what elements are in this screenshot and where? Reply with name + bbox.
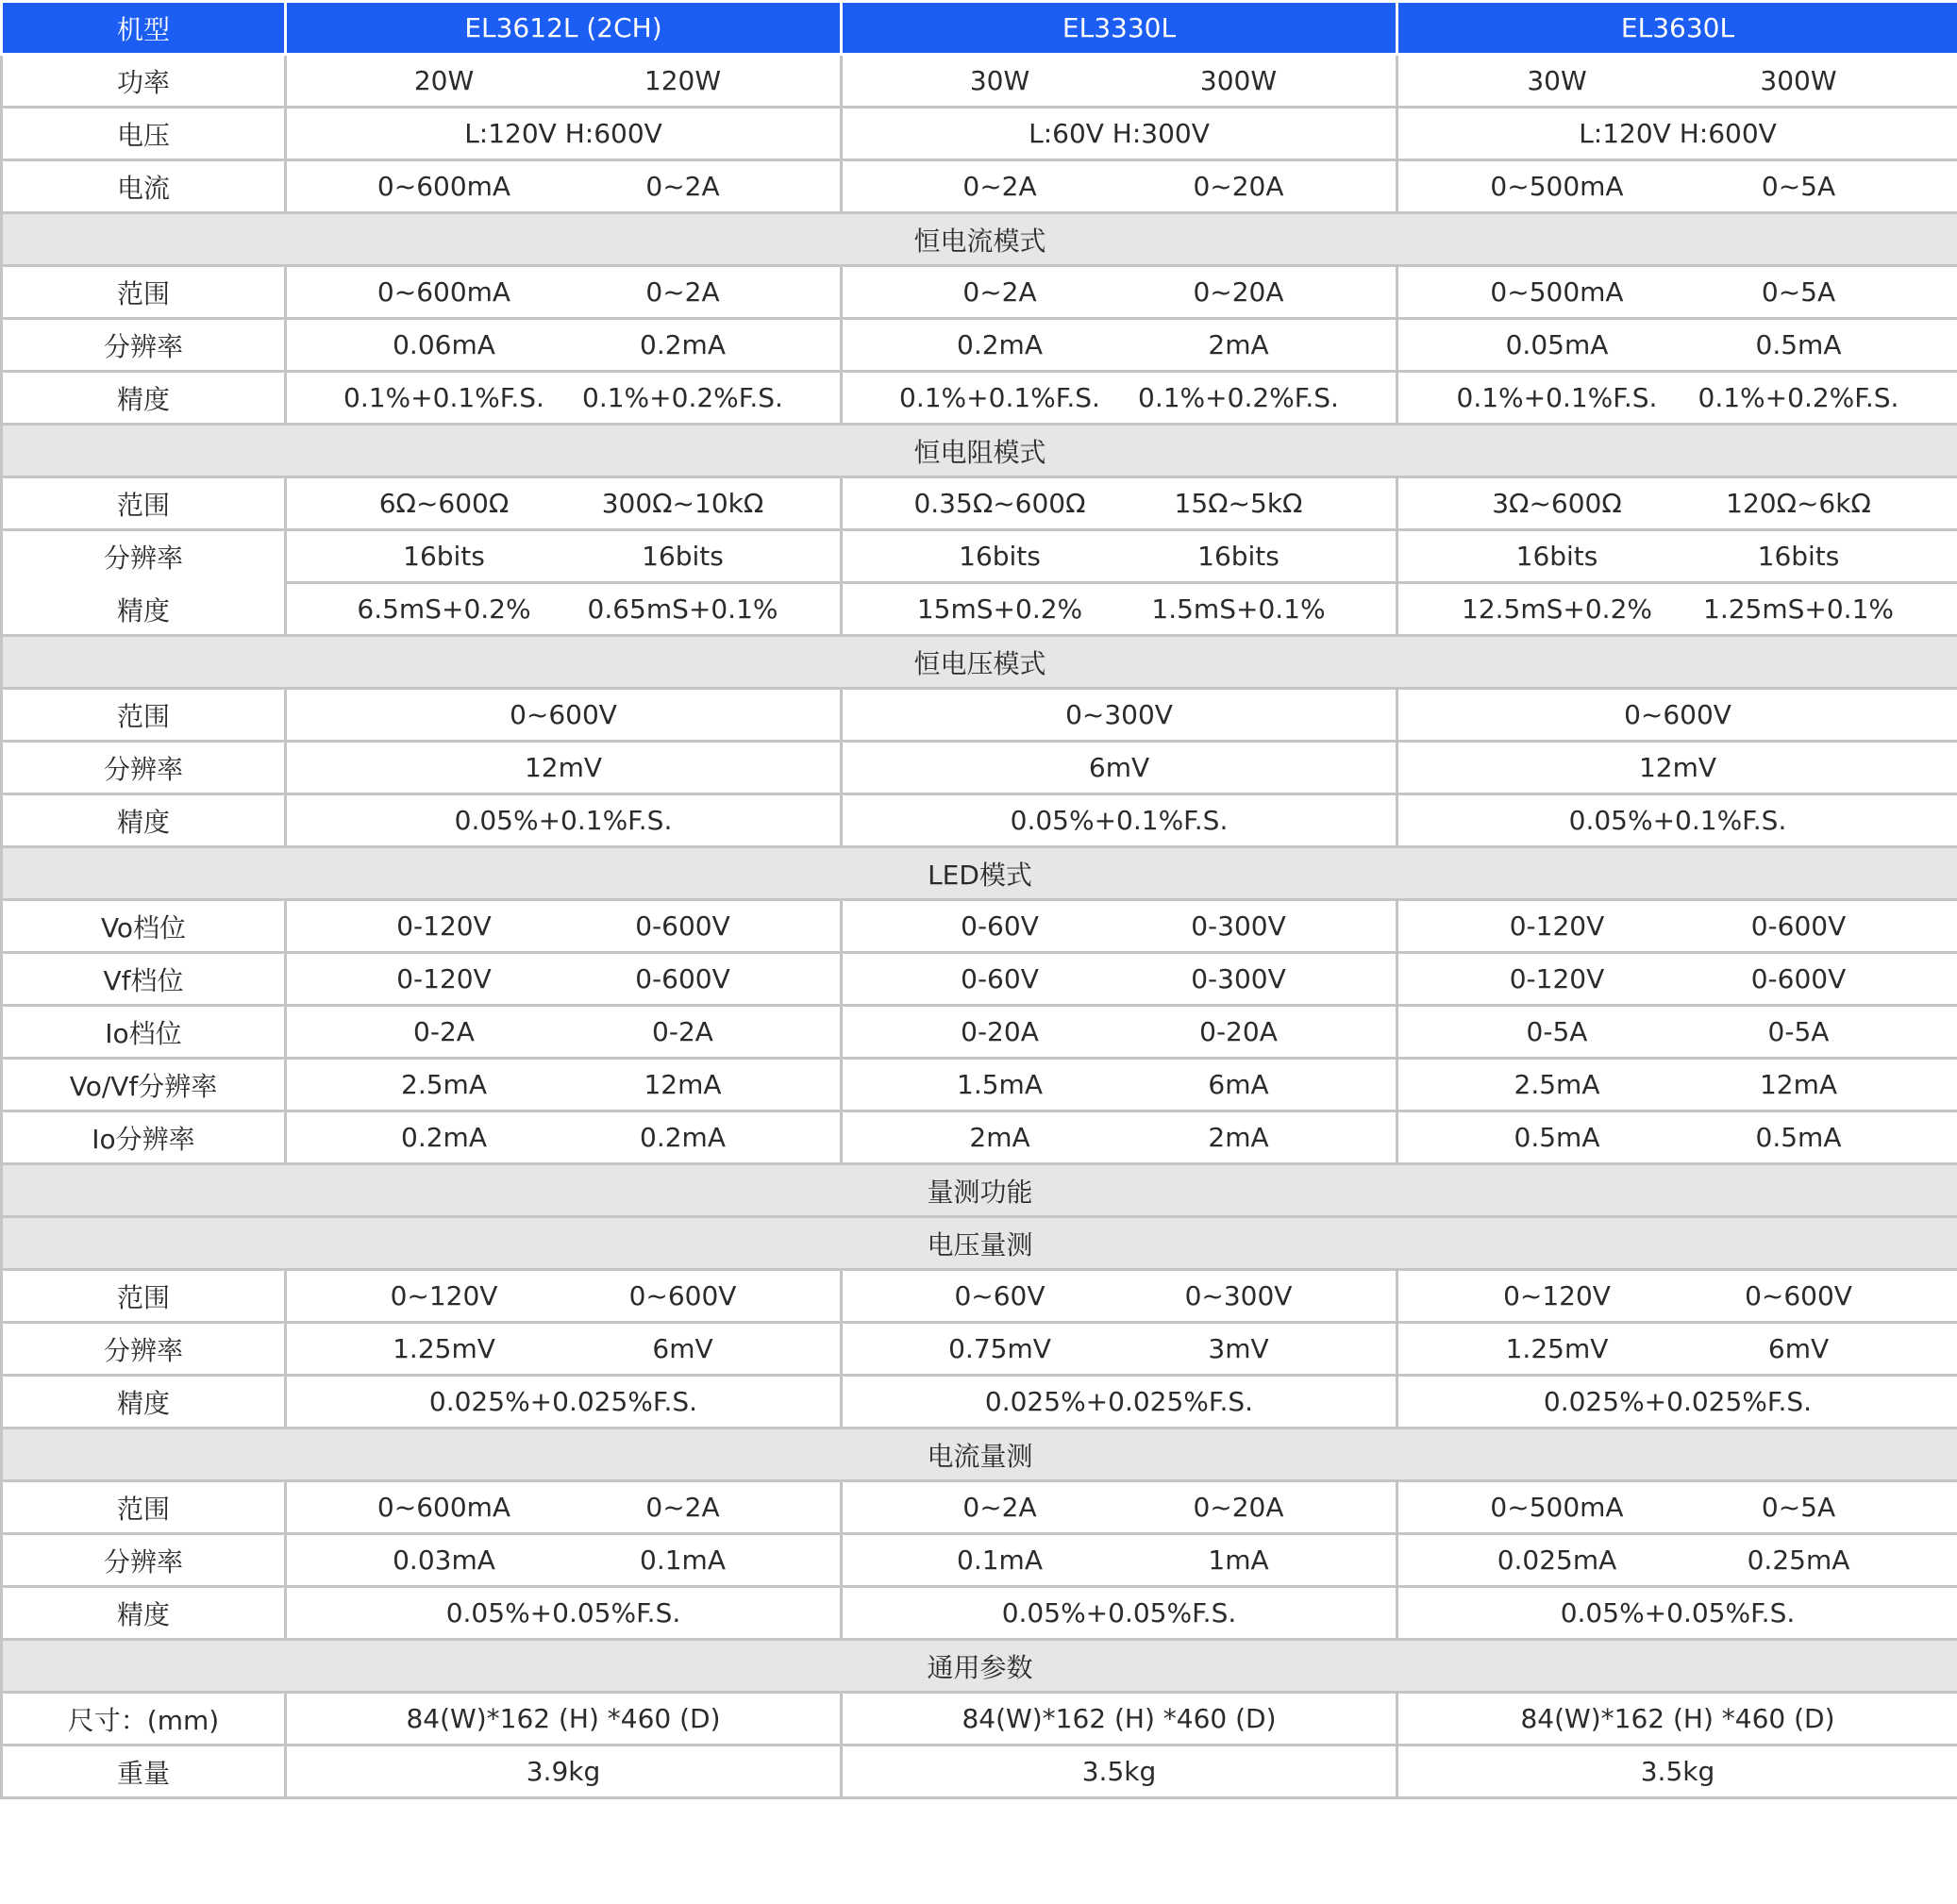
spec-value-high-range: 300W [1760, 65, 1837, 96]
section-title: 恒电流模式 [2, 213, 1957, 266]
spec-value: L:60V H:300V [842, 108, 1397, 160]
row-label: 精度 [2, 583, 286, 636]
spec-value-high-range: 0~2A [645, 1492, 720, 1523]
section-row [2, 1640, 1957, 1693]
spec-value: 3.5kg [842, 1745, 1397, 1798]
spec-value: 84(W)*162 (H) *460 (D) [286, 1693, 842, 1745]
spec-value-pair [286, 1481, 842, 1534]
header-model-label: 机型 [2, 2, 286, 55]
spec-value-low-range: 12.5mS+0.2% [1462, 593, 1652, 625]
spec-value-low-range: 0.06mA [393, 329, 495, 360]
row-label: 分辨率 [2, 319, 286, 372]
spec-value-low-range: 2.5mA [401, 1069, 487, 1100]
spec-value-pair [842, 55, 1397, 108]
spec-value-low-range: 0.75mV [948, 1333, 1051, 1364]
spec-value: 6mV [842, 742, 1397, 794]
spec-row [2, 689, 1957, 742]
spec-value-high-range: 1.25mS+0.1% [1703, 593, 1894, 625]
spec-value-pair [1397, 1323, 1957, 1376]
spec-value-low-range: 0~120V [390, 1280, 498, 1311]
spec-value-high-range: 1.5mS+0.1% [1151, 593, 1326, 625]
spec-value-pair [842, 530, 1397, 583]
header-model-3: EL3630L [1397, 2, 1957, 55]
row-label: Io分辨率 [2, 1111, 286, 1164]
spec-value-low-range: 6.5mS+0.2% [357, 593, 531, 625]
spec-value-high-range: 0.2mA [640, 1122, 726, 1153]
spec-value-pair [1397, 1111, 1957, 1164]
row-label: 电流 [2, 160, 286, 213]
spec-value-low-range: 16bits [1515, 541, 1598, 572]
spec-row [2, 1323, 1957, 1376]
spec-value-low-range: 0-2A [413, 1016, 475, 1047]
spec-value-low-range: 0.1%+0.1%F.S. [343, 382, 544, 413]
spec-value-pair [842, 1059, 1397, 1111]
spec-value-pair [1397, 160, 1957, 213]
spec-value-low-range: 2mA [969, 1122, 1030, 1153]
row-label: 范围 [2, 1481, 286, 1534]
spec-value-high-range: 2mA [1208, 329, 1269, 360]
spec-value-low-range: 0.1%+0.1%F.S. [899, 382, 1100, 413]
spec-row [2, 55, 1957, 108]
spec-row [2, 1111, 1957, 1164]
section-title: 电压量测 [2, 1217, 1957, 1270]
spec-value-high-range: 0~5A [1761, 171, 1836, 202]
row-label: Vo/Vf分辨率 [2, 1059, 286, 1111]
row-label: 尺寸：(mm) [2, 1693, 286, 1745]
spec-value-low-range: 16bits [959, 541, 1041, 572]
row-label: 电压 [2, 108, 286, 160]
spec-value-low-range: 0~120V [1503, 1280, 1611, 1311]
spec-value-pair [842, 1323, 1397, 1376]
spec-value-pair [842, 953, 1397, 1006]
section-row [2, 1217, 1957, 1270]
header-model-2: EL3330L [842, 2, 1397, 55]
row-label: 重量 [2, 1745, 286, 1798]
spec-row [2, 1059, 1957, 1111]
row-label: 分辨率 [2, 1323, 286, 1376]
spec-value-high-range: 0.25mA [1747, 1545, 1850, 1576]
section-title: 恒电阻模式 [2, 425, 1957, 477]
spec-value-low-range: 0~2A [962, 171, 1037, 202]
spec-value-high-range: 0.2mA [640, 329, 726, 360]
spec-value-pair [286, 266, 842, 319]
spec-row [2, 160, 1957, 213]
spec-value-high-range: 0.1%+0.2%F.S. [1138, 382, 1339, 413]
spec-value-low-range: 0-120V [1509, 910, 1605, 942]
spec-row [2, 372, 1957, 425]
spec-value: 0.05%+0.1%F.S. [286, 794, 842, 847]
spec-value-high-range: 3mV [1208, 1333, 1269, 1364]
spec-value-high-range: 0.1mA [640, 1545, 726, 1576]
spec-value-low-range: 1.5mA [957, 1069, 1043, 1100]
spec-value: 84(W)*162 (H) *460 (D) [1397, 1693, 1957, 1745]
spec-value-pair [1397, 1006, 1957, 1059]
spec-value-low-range: 0~600mA [376, 1492, 511, 1523]
spec-value-low-range: 3Ω~600Ω [1492, 488, 1622, 519]
section-row [2, 847, 1957, 900]
spec-value-high-range: 120Ω~6kΩ [1726, 488, 1871, 519]
row-label: Vf档位 [2, 953, 286, 1006]
spec-value-low-range: 0~600mA [376, 276, 511, 308]
spec-row [2, 266, 1957, 319]
spec-value-low-range: 0~500mA [1490, 1492, 1624, 1523]
spec-value-pair [1397, 900, 1957, 953]
section-row [2, 425, 1957, 477]
spec-value-pair [286, 1111, 842, 1164]
row-label: 范围 [2, 1270, 286, 1323]
spec-value-high-range: 120W [644, 65, 722, 96]
spec-row [2, 953, 1957, 1006]
spec-value-pair [1397, 266, 1957, 319]
spec-value-low-range: 0.2mA [957, 329, 1043, 360]
spec-value-low-range: 1.25mV [1505, 1333, 1609, 1364]
spec-value-low-range: 0.35Ω~600Ω [913, 488, 1086, 519]
spec-row [2, 1693, 1957, 1745]
spec-value-pair [1397, 530, 1957, 583]
spec-row [2, 1270, 1957, 1323]
spec-value-low-range: 0.5mA [1514, 1122, 1600, 1153]
spec-value-high-range: 0-600V [635, 963, 730, 994]
spec-value-high-range: 0-2A [652, 1016, 713, 1047]
section-title: 电流量测 [2, 1428, 1957, 1481]
spec-value-pair [842, 160, 1397, 213]
spec-value-pair [842, 266, 1397, 319]
spec-row [2, 900, 1957, 953]
section-title: 量测功能 [2, 1164, 1957, 1217]
spec-value-pair [286, 1323, 842, 1376]
spec-value-low-range: 0~2A [962, 276, 1037, 308]
spec-value-pair [286, 1006, 842, 1059]
spec-value-low-range: 0-60V [961, 963, 1039, 994]
spec-value-high-range: 6mV [1767, 1333, 1830, 1364]
spec-value-low-range: 0~60V [954, 1280, 1045, 1311]
spec-value-high-range: 12mA [644, 1069, 722, 1100]
spec-value-pair [1397, 583, 1957, 636]
spec-value: 0.05%+0.05%F.S. [842, 1587, 1397, 1640]
spec-value-low-range: 0-20A [961, 1016, 1039, 1047]
spec-value-pair [286, 477, 842, 530]
spec-row [2, 530, 1957, 583]
spec-value-low-range: 2.5mA [1514, 1069, 1600, 1100]
spec-value-low-range: 0.1mA [957, 1545, 1043, 1576]
spec-value: 12mV [1397, 742, 1957, 794]
row-label: 分辨率 [2, 742, 286, 794]
spec-value-pair [286, 900, 842, 953]
spec-value-low-range: 6Ω~600Ω [378, 488, 510, 519]
spec-value-high-range: 0~20A [1193, 276, 1284, 308]
header-model-1: EL3612L (2CH) [286, 2, 842, 55]
spec-value-high-range: 6mA [1208, 1069, 1269, 1100]
row-label: Vo档位 [2, 900, 286, 953]
spec-value: 84(W)*162 (H) *460 (D) [842, 1693, 1397, 1745]
spec-value-low-range: 0-60V [961, 910, 1039, 942]
spec-value: 3.9kg [286, 1745, 842, 1798]
spec-value-pair [1397, 372, 1957, 425]
spec-value: L:120V H:600V [286, 108, 842, 160]
spec-value-low-range: 0~500mA [1490, 171, 1624, 202]
spec-value-pair [842, 1006, 1397, 1059]
spec-row [2, 583, 1957, 636]
spec-value-low-range: 0.1%+0.1%F.S. [1456, 382, 1658, 413]
row-label: 分辨率 [2, 530, 286, 583]
spec-value-high-range: 6mV [652, 1333, 713, 1364]
spec-value-high-range: 0~300V [1184, 1280, 1293, 1311]
spec-value: 0~600V [1397, 689, 1957, 742]
spec-value-pair [842, 1534, 1397, 1587]
spec-value-low-range: 15mS+0.2% [916, 593, 1083, 625]
spec-row [2, 742, 1957, 794]
spec-value-pair [842, 477, 1397, 530]
spec-value: 0.05%+0.05%F.S. [286, 1587, 842, 1640]
spec-value-high-range: 0-600V [1750, 910, 1847, 942]
spec-value: 0~600V [286, 689, 842, 742]
spec-value-pair [286, 1270, 842, 1323]
spec-value-pair [1397, 1270, 1957, 1323]
spec-value-pair [842, 372, 1397, 425]
spec-value-high-range: 0.5mA [1755, 1122, 1842, 1153]
row-label: 分辨率 [2, 1534, 286, 1587]
spec-value-pair [842, 583, 1397, 636]
spec-value-pair [1397, 1481, 1957, 1534]
spec-value-pair [1397, 319, 1957, 372]
spec-value-low-range: 0~600mA [376, 171, 511, 202]
spec-value-pair [286, 55, 842, 108]
row-label: 精度 [2, 372, 286, 425]
spec-value-low-range: 0-120V [396, 910, 492, 942]
spec-row [2, 1587, 1957, 1640]
section-title: LED模式 [2, 847, 1957, 900]
spec-value-low-range: 30W [969, 65, 1030, 96]
spec-value-pair [286, 530, 842, 583]
spec-value-high-range: 0.5mA [1755, 329, 1842, 360]
spec-row [2, 1745, 1957, 1798]
spec-value: 0.05%+0.1%F.S. [1397, 794, 1957, 847]
spec-value-pair [286, 583, 842, 636]
row-label: 功率 [2, 55, 286, 108]
spec-value: 0.025%+0.025%F.S. [842, 1376, 1397, 1428]
header-row [2, 2, 1957, 55]
spec-value-high-range: 0.1%+0.2%F.S. [1698, 382, 1899, 413]
spec-value-high-range: 0~600V [1745, 1280, 1852, 1311]
spec-value-high-range: 12mA [1759, 1069, 1838, 1100]
spec-value-pair [842, 1111, 1397, 1164]
spec-value-low-range: 0.2mA [401, 1122, 487, 1153]
spec-value-high-range: 0-600V [1750, 963, 1847, 994]
spec-row [2, 108, 1957, 160]
spec-value-pair [842, 900, 1397, 953]
section-row [2, 636, 1957, 689]
spec-value-pair [286, 1059, 842, 1111]
row-label: 范围 [2, 689, 286, 742]
spec-value-low-range: 0-120V [396, 963, 492, 994]
spec-value-pair [286, 160, 842, 213]
spec-value-high-range: 300W [1199, 65, 1278, 96]
section-title: 通用参数 [2, 1640, 1957, 1693]
spec-row [2, 794, 1957, 847]
spec-value-low-range: 0.03mA [393, 1545, 495, 1576]
spec-value-pair [842, 319, 1397, 372]
spec-value-low-range: 0~2A [962, 1492, 1037, 1523]
spec-value-high-range: 0~2A [645, 171, 720, 202]
spec-value-high-range: 0.65mS+0.1% [587, 593, 778, 625]
spec-value-pair [1397, 477, 1957, 530]
spec-value-high-range: 16bits [1757, 541, 1840, 572]
spec-value: 0.025%+0.025%F.S. [286, 1376, 842, 1428]
spec-value: L:120V H:600V [1397, 108, 1957, 160]
spec-value-high-range: 0~600V [628, 1280, 737, 1311]
spec-value-pair [842, 1481, 1397, 1534]
spec-row [2, 477, 1957, 530]
spec-value-high-range: 300Ω~10kΩ [601, 488, 764, 519]
spec-value-pair [286, 953, 842, 1006]
spec-value-high-range: 2mA [1208, 1122, 1269, 1153]
row-label: 精度 [2, 794, 286, 847]
row-label: 范围 [2, 477, 286, 530]
spec-value: 0.05%+0.1%F.S. [842, 794, 1397, 847]
spec-row [2, 1006, 1957, 1059]
spec-value-low-range: 16bits [403, 541, 485, 572]
spec-value-pair [842, 1270, 1397, 1323]
spec-value-low-range: 0.025mA [1497, 1545, 1617, 1576]
spec-value-low-range: 0-5A [1526, 1016, 1588, 1047]
row-label: Io档位 [2, 1006, 286, 1059]
spec-value-high-range: 0-20A [1199, 1016, 1278, 1047]
row-label: 范围 [2, 266, 286, 319]
spec-value-low-range: 30W [1527, 65, 1587, 96]
spec-value-high-range: 0-600V [635, 910, 730, 942]
section-row [2, 1164, 1957, 1217]
spec-row [2, 1376, 1957, 1428]
spec-value: 12mV [286, 742, 842, 794]
spec-value-high-range: 0~20A [1193, 1492, 1284, 1523]
spec-value-low-range: 1.25mV [393, 1333, 495, 1364]
spec-value-low-range: 0.05mA [1505, 329, 1609, 360]
spec-value-high-range: 0-5A [1767, 1016, 1830, 1047]
spec-value-high-range: 0~5A [1761, 276, 1836, 308]
spec-value-high-range: 0-300V [1191, 963, 1286, 994]
spec-value: 3.5kg [1397, 1745, 1957, 1798]
spec-value-pair [1397, 953, 1957, 1006]
section-row [2, 213, 1957, 266]
spec-value-high-range: 16bits [1197, 541, 1280, 572]
spec-body [2, 55, 1957, 1798]
spec-value-high-range: 0~2A [645, 276, 720, 308]
spec-value: 0.05%+0.05%F.S. [1397, 1587, 1957, 1640]
spec-row [2, 1534, 1957, 1587]
spec-value-high-range: 0~5A [1761, 1492, 1836, 1523]
spec-value-high-range: 0-300V [1191, 910, 1286, 942]
spec-value-low-range: 0~500mA [1490, 276, 1624, 308]
spec-value-low-range: 20W [413, 65, 475, 96]
spec-value-pair [1397, 55, 1957, 108]
spec-value-high-range: 0~20A [1193, 171, 1284, 202]
spec-value-high-range: 15Ω~5kΩ [1174, 488, 1303, 519]
spec-row [2, 319, 1957, 372]
spec-value-pair [286, 372, 842, 425]
spec-value-low-range: 0-120V [1509, 963, 1605, 994]
row-label: 精度 [2, 1376, 286, 1428]
spec-value: 0~300V [842, 689, 1397, 742]
section-title: 恒电压模式 [2, 636, 1957, 689]
spec-value-high-range: 16bits [642, 541, 724, 572]
section-row [2, 1428, 1957, 1481]
spec-value: 0.025%+0.025%F.S. [1397, 1376, 1957, 1428]
spec-value-high-range: 1mA [1208, 1545, 1269, 1576]
spec-value-pair [1397, 1059, 1957, 1111]
spec-value-pair [1397, 1534, 1957, 1587]
spec-row [2, 1481, 1957, 1534]
spec-value-pair [286, 1534, 842, 1587]
row-label: 精度 [2, 1587, 286, 1640]
spec-value-high-range: 0.1%+0.2%F.S. [582, 382, 783, 413]
spec-value-pair [286, 319, 842, 372]
